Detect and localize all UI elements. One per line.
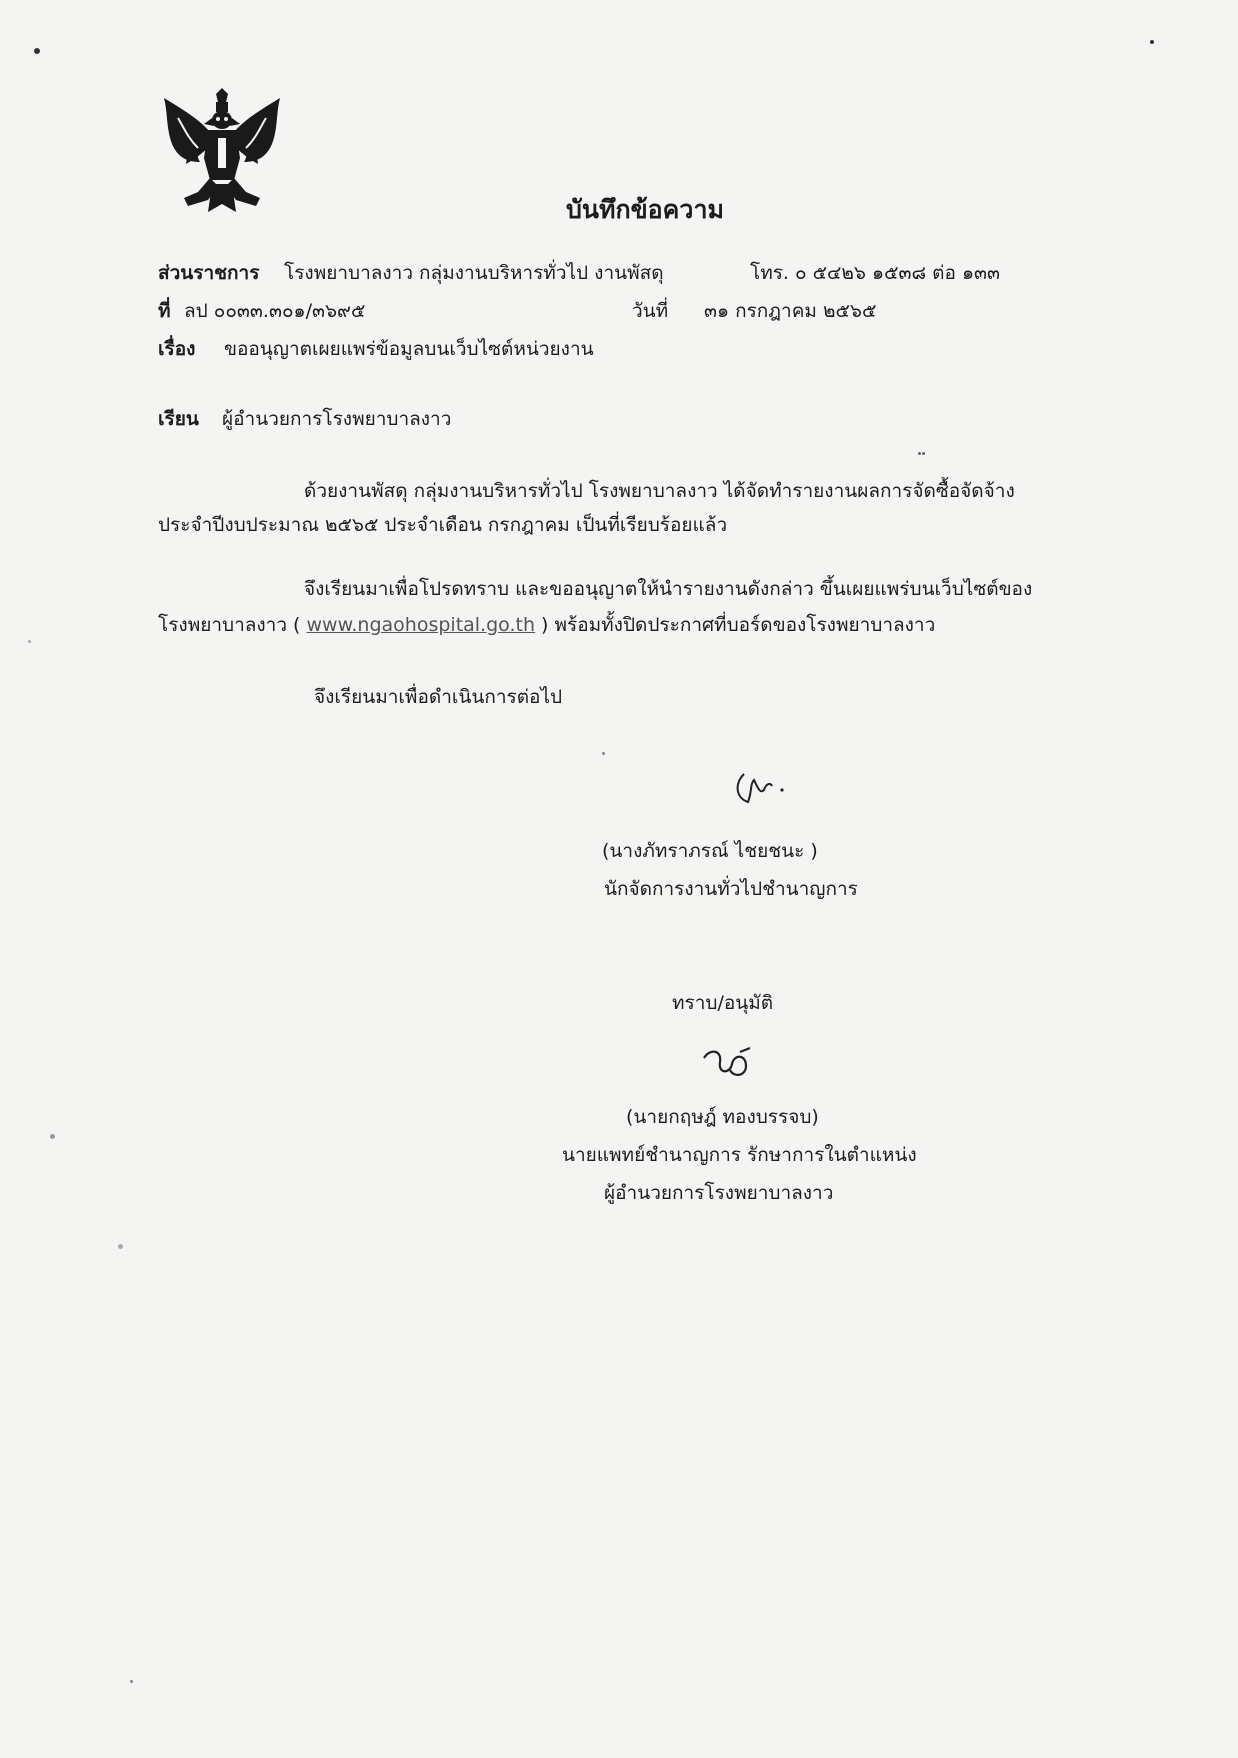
signer2-position2: ผู้อำนวยการโรงพยาบาลงาว (604, 1182, 834, 1204)
body-p3: จึงเรียนมาเพื่อดำเนินการต่อไป (314, 686, 563, 708)
subject-label: เรื่อง (158, 338, 196, 360)
approval-label: ทราบ/อนุมัติ (672, 992, 774, 1014)
subject-value: ขออนุญาตเผยแพร่ข้อมูลบนเว็บไซต์หน่วยงาน (224, 338, 594, 360)
body-p2-line2-end: ) พร้อมทั้งปิดประกาศที่บอร์ดของโรงพยาบาลงาว (534, 614, 936, 636)
date-value: ๓๑ กรกฎาคม ๒๕๖๕ (704, 300, 877, 322)
body-p2-line2-start: โรงพยาบาลงาว ( (158, 614, 307, 636)
scan-speck (1150, 40, 1154, 44)
signer1-position: นักจัดการงานทั่วไปชำนาญการ (604, 878, 858, 900)
page-title: บันทึกข้อความ (566, 195, 724, 224)
scan-speck (28, 640, 31, 643)
garuda-emblem-icon (158, 88, 286, 216)
scan-speck (922, 452, 925, 455)
signature-2-icon (700, 1044, 770, 1084)
scan-speck (918, 452, 921, 455)
body-p1-line1: ด้วยงานพัสดุ กลุ่มงานบริหารทั่วไป โรงพยาบาลงาว ได้จัดทำรายงานผลการจัดซื้อจัดจ้าง (304, 480, 1015, 502)
scan-speck (118, 1244, 123, 1249)
scan-speck (130, 1680, 133, 1683)
salutation-value: ผู้อำนวยการโรงพยาบาลงาว (222, 408, 452, 430)
body-p2-line2 (158, 612, 935, 638)
scan-speck (50, 1134, 55, 1139)
date-label: วันที่ (632, 300, 669, 322)
signer1-name: (นางภัทราภรณ์ ไชยชนะ ) (602, 840, 818, 862)
body-p1-line2: ประจำปีงบประมาณ ๒๕๖๕ ประจำเดือน กรกฎาคม เป็นที่เรียบร้อยแล้ว (158, 514, 728, 536)
signer2-name: (นายกฤษฎ์ ทองบรรจบ) (626, 1106, 819, 1128)
signer2-position1: นายแพทย์ชำนาญการ รักษาการในตำแหน่ง (562, 1144, 917, 1166)
scan-speck (602, 752, 605, 755)
hospital-website-link[interactable]: www.ngaohospital.go.th (306, 614, 535, 636)
ref-value: ลป ๐๐๓๓.๓๐๑/๓๖๙๕ (184, 300, 366, 322)
ref-label: ที่ (158, 300, 171, 322)
body-p2-line1: จึงเรียนมาเพื่อโปรดทราบ และขออนุญาตให้นำรายงานดังกล่าว ขึ้นเผยแพร่บนเว็บไซต์ของ (304, 578, 1033, 600)
phone-value: โทร. ๐ ๕๔๒๖ ๑๕๓๘ ต่อ ๑๓๓ (750, 262, 1000, 284)
agency-label: ส่วนราชการ (158, 262, 260, 284)
scan-speck (34, 48, 40, 54)
signature-1-icon (730, 766, 790, 810)
agency-value: โรงพยาบาลงาว กลุ่มงานบริหารทั่วไป งานพัสดุ (284, 262, 664, 284)
salutation-label: เรียน (158, 408, 199, 430)
